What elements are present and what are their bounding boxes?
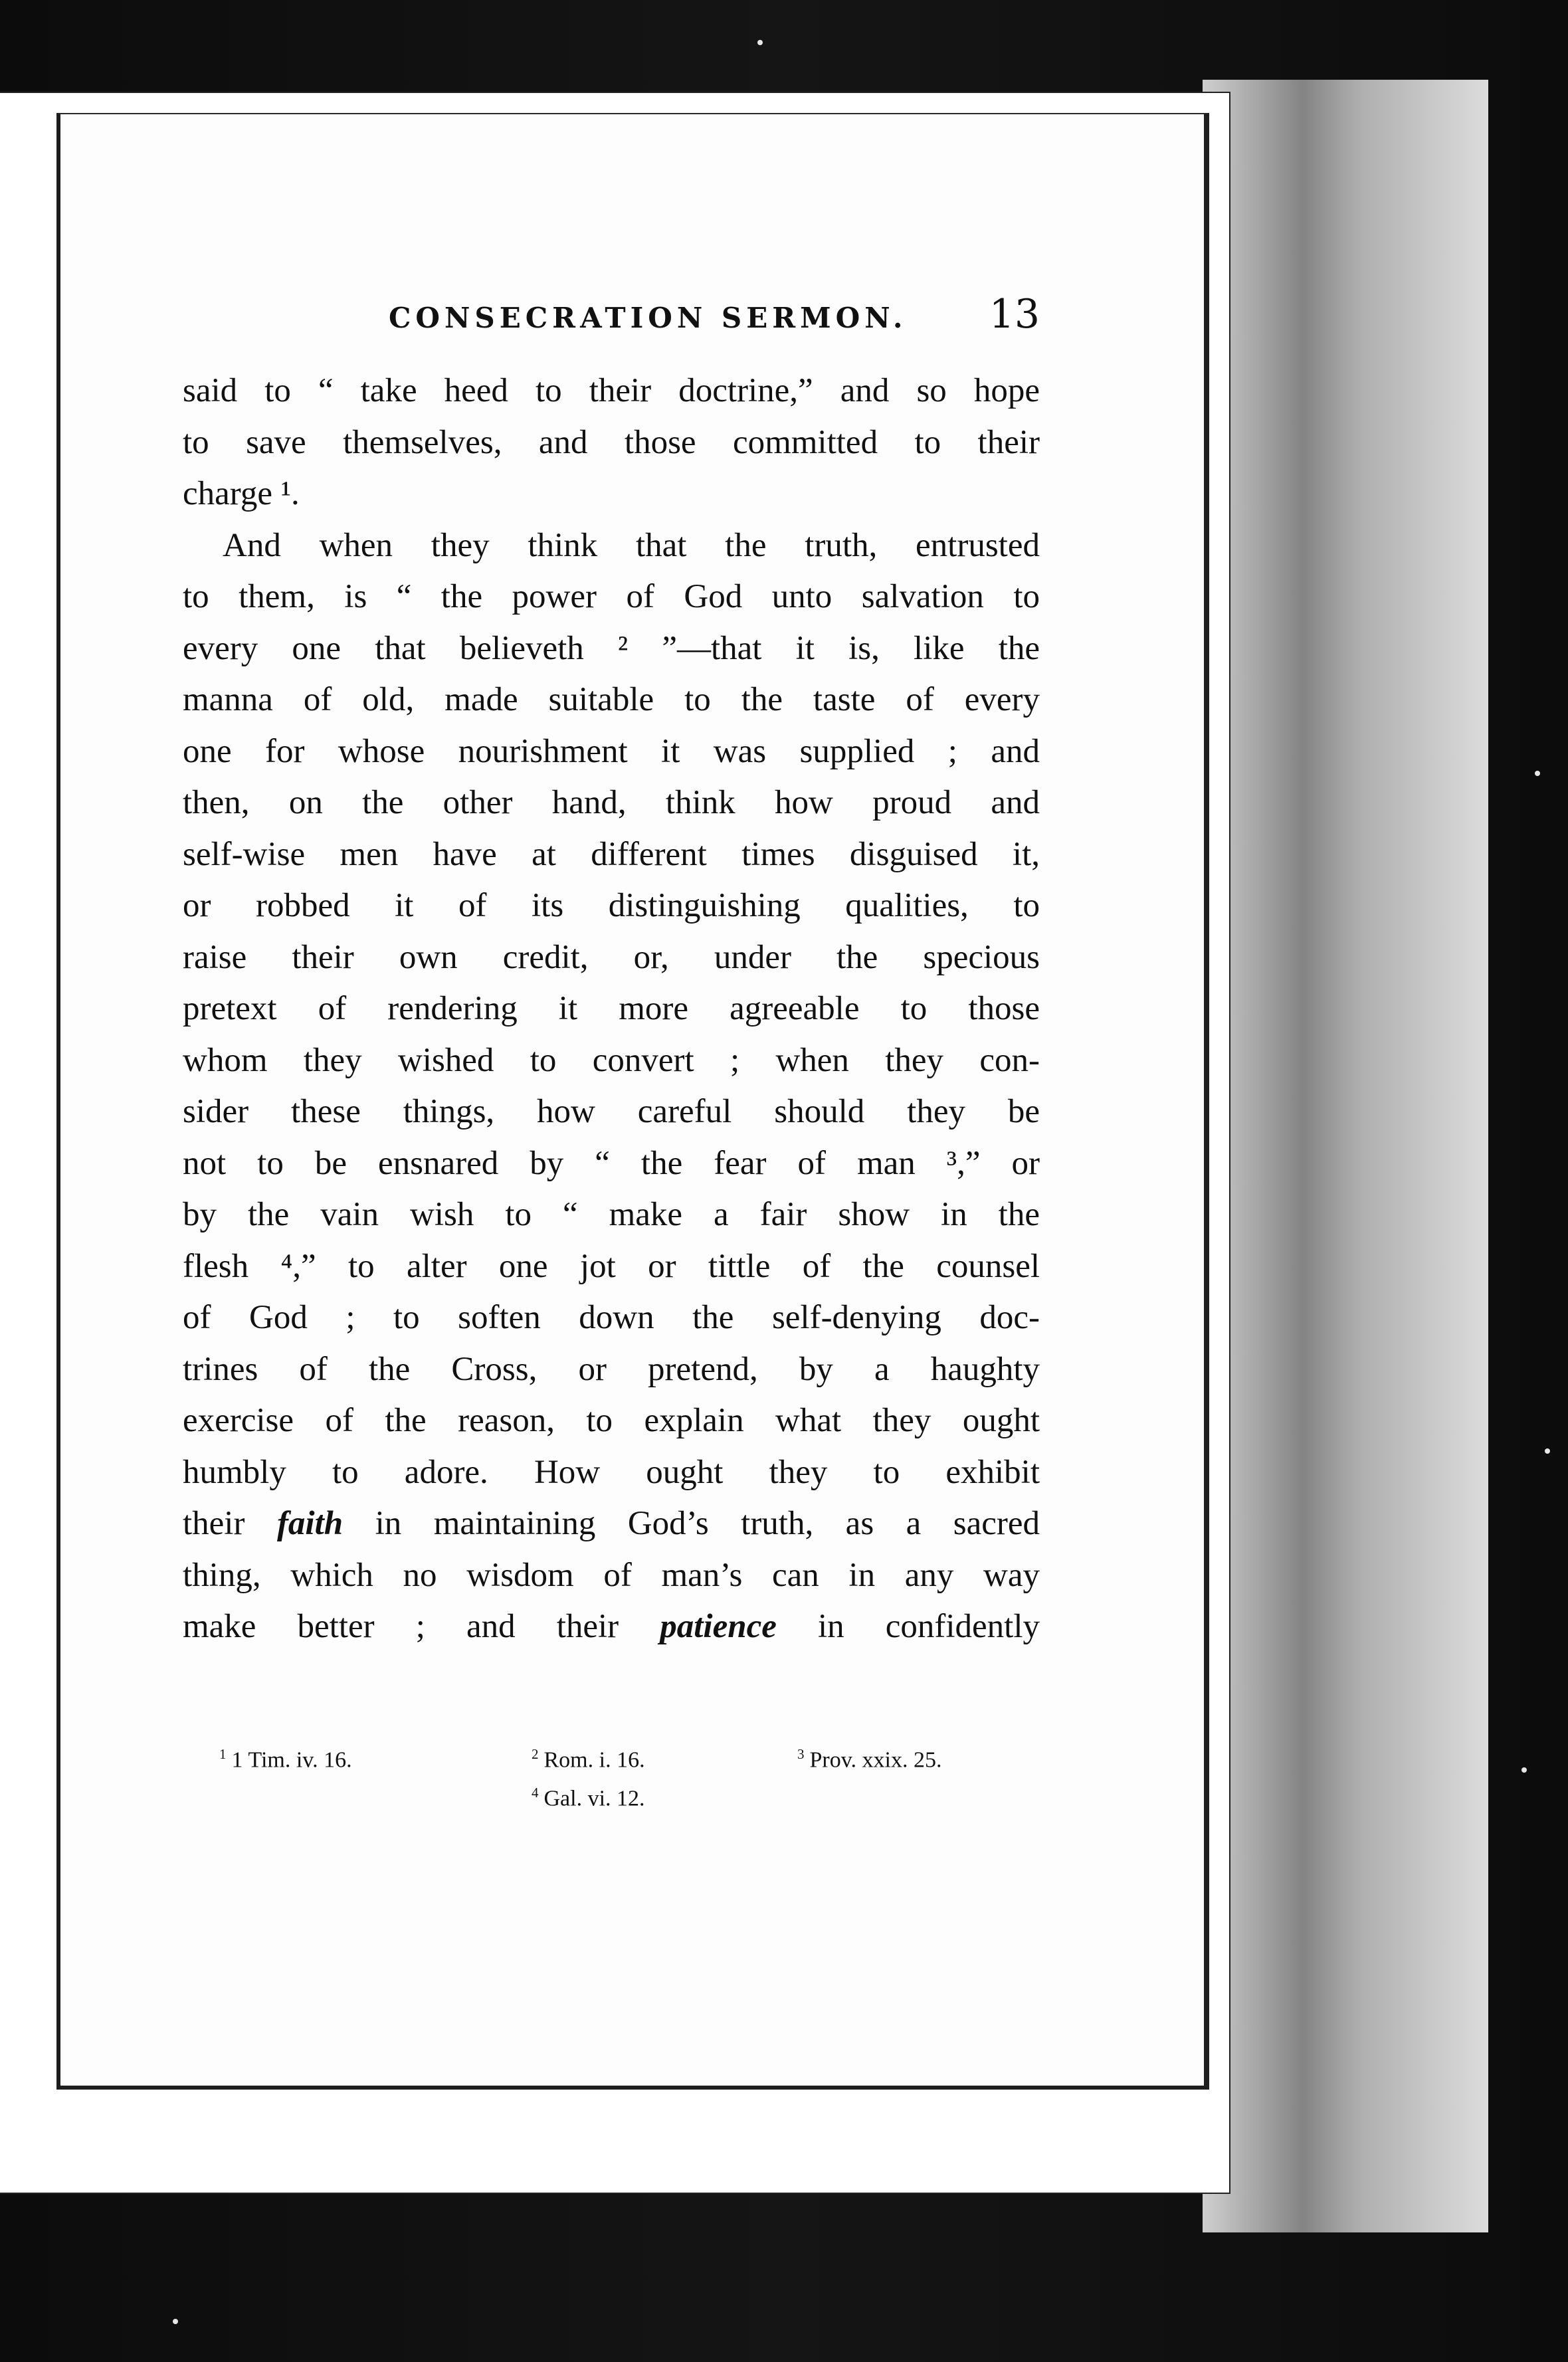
text-line-15: sider these things, how careful should they be bbox=[183, 1093, 1040, 1130]
text-line-18: flesh ⁴,” to alter one jot or tittle of the counsel bbox=[183, 1247, 1040, 1285]
page-number: 13 bbox=[989, 291, 1040, 338]
footnote-text-3: Prov. xxix. 25. bbox=[809, 1747, 942, 1773]
text-line-13: pretext of rendering it more agreeable to those bbox=[183, 990, 1040, 1027]
footnote-marker-4: 4 bbox=[532, 1785, 539, 1801]
footnotes bbox=[219, 1746, 1043, 1846]
scan-speck bbox=[757, 40, 763, 45]
text-line-25-before: make better ; and their bbox=[183, 1608, 660, 1645]
text-line-24: thing, which no wisdom of man’s can in any way bbox=[183, 1556, 1040, 1594]
text-line-2: to save themselves, and those committed to their bbox=[183, 423, 1040, 461]
text-line-23-before: their bbox=[183, 1505, 277, 1542]
text-line-23 bbox=[183, 1498, 1040, 1550]
emphasis-faith: faith bbox=[276, 1505, 343, 1542]
scan-speck bbox=[1521, 1767, 1527, 1773]
footnote-text-2: Rom. i. 16. bbox=[543, 1747, 645, 1773]
text-line-21: exercise of the reason, to explain what they ought bbox=[183, 1402, 1040, 1439]
text-line-22: humbly to adore. How ought they to exhibit bbox=[183, 1453, 1040, 1491]
emphasis-patience: patience bbox=[660, 1608, 777, 1645]
text-line-20: trines of the Cross, or pretend, by a haughty bbox=[183, 1350, 1040, 1388]
scan-speck bbox=[173, 2319, 178, 2324]
footnote-3 bbox=[797, 1746, 941, 1773]
scan-speck bbox=[1545, 1448, 1550, 1454]
text-line-14: whom they wished to convert ; when they con- bbox=[183, 1041, 1040, 1079]
footnote-text-1: 1 Tim. iv. 16. bbox=[231, 1747, 352, 1773]
text-line-4: And when they think that the truth, entrusted bbox=[223, 526, 1040, 564]
scan-speck bbox=[1535, 771, 1540, 776]
footnote-2 bbox=[532, 1746, 645, 1773]
text-line-17: by the vain wish to “ make a fair show in the bbox=[183, 1196, 1040, 1233]
text-line-7: manna of old, made suitable to the taste of every bbox=[183, 681, 1040, 718]
footnote-marker-3: 3 bbox=[797, 1746, 805, 1762]
text-line-11: or robbed it of its distinguishing qualities, to bbox=[183, 887, 1040, 924]
footnote-4 bbox=[532, 1785, 645, 1811]
text-line-25 bbox=[183, 1601, 1040, 1653]
footnote-marker-2: 2 bbox=[532, 1746, 539, 1762]
text-line-25-after: in confidently bbox=[776, 1608, 1040, 1645]
text-line-5: to them, is “ the power of God unto salvation to bbox=[183, 578, 1040, 615]
text-line-12: raise their own credit, or, under the specious bbox=[183, 938, 1040, 976]
footnote-text-4: Gal. vi. 12. bbox=[543, 1786, 645, 1811]
text-line-8: one for whose nourishment it was supplied ; and bbox=[183, 732, 1040, 770]
text-line-23-after: in maintaining God’s truth, as a sacred bbox=[343, 1505, 1040, 1542]
text-line-3: charge ¹. bbox=[183, 475, 300, 512]
text-line-6: every one that believeth ² ”—that it is, like the bbox=[183, 629, 1040, 667]
footnote-1 bbox=[219, 1746, 352, 1773]
text-line-1: said to “ take heed to their doctrine,” and so hope bbox=[183, 372, 1040, 409]
text-line-10: self-wise men have at different times disguised it, bbox=[183, 835, 1040, 873]
sermon-body bbox=[183, 365, 1040, 1653]
running-title: CONSECRATION SERMON. bbox=[389, 302, 908, 334]
text-line-19: of God ; to soften down the self-denying doc- bbox=[183, 1299, 1040, 1336]
text-line-9: then, on the other hand, think how proud and bbox=[183, 784, 1040, 821]
running-head bbox=[183, 291, 1040, 351]
page-edge-shadow bbox=[1203, 80, 1488, 2232]
footnote-marker-1: 1 bbox=[219, 1746, 227, 1762]
text-line-16: not to be ensnared by “ the fear of man ³,” or bbox=[183, 1144, 1040, 1182]
